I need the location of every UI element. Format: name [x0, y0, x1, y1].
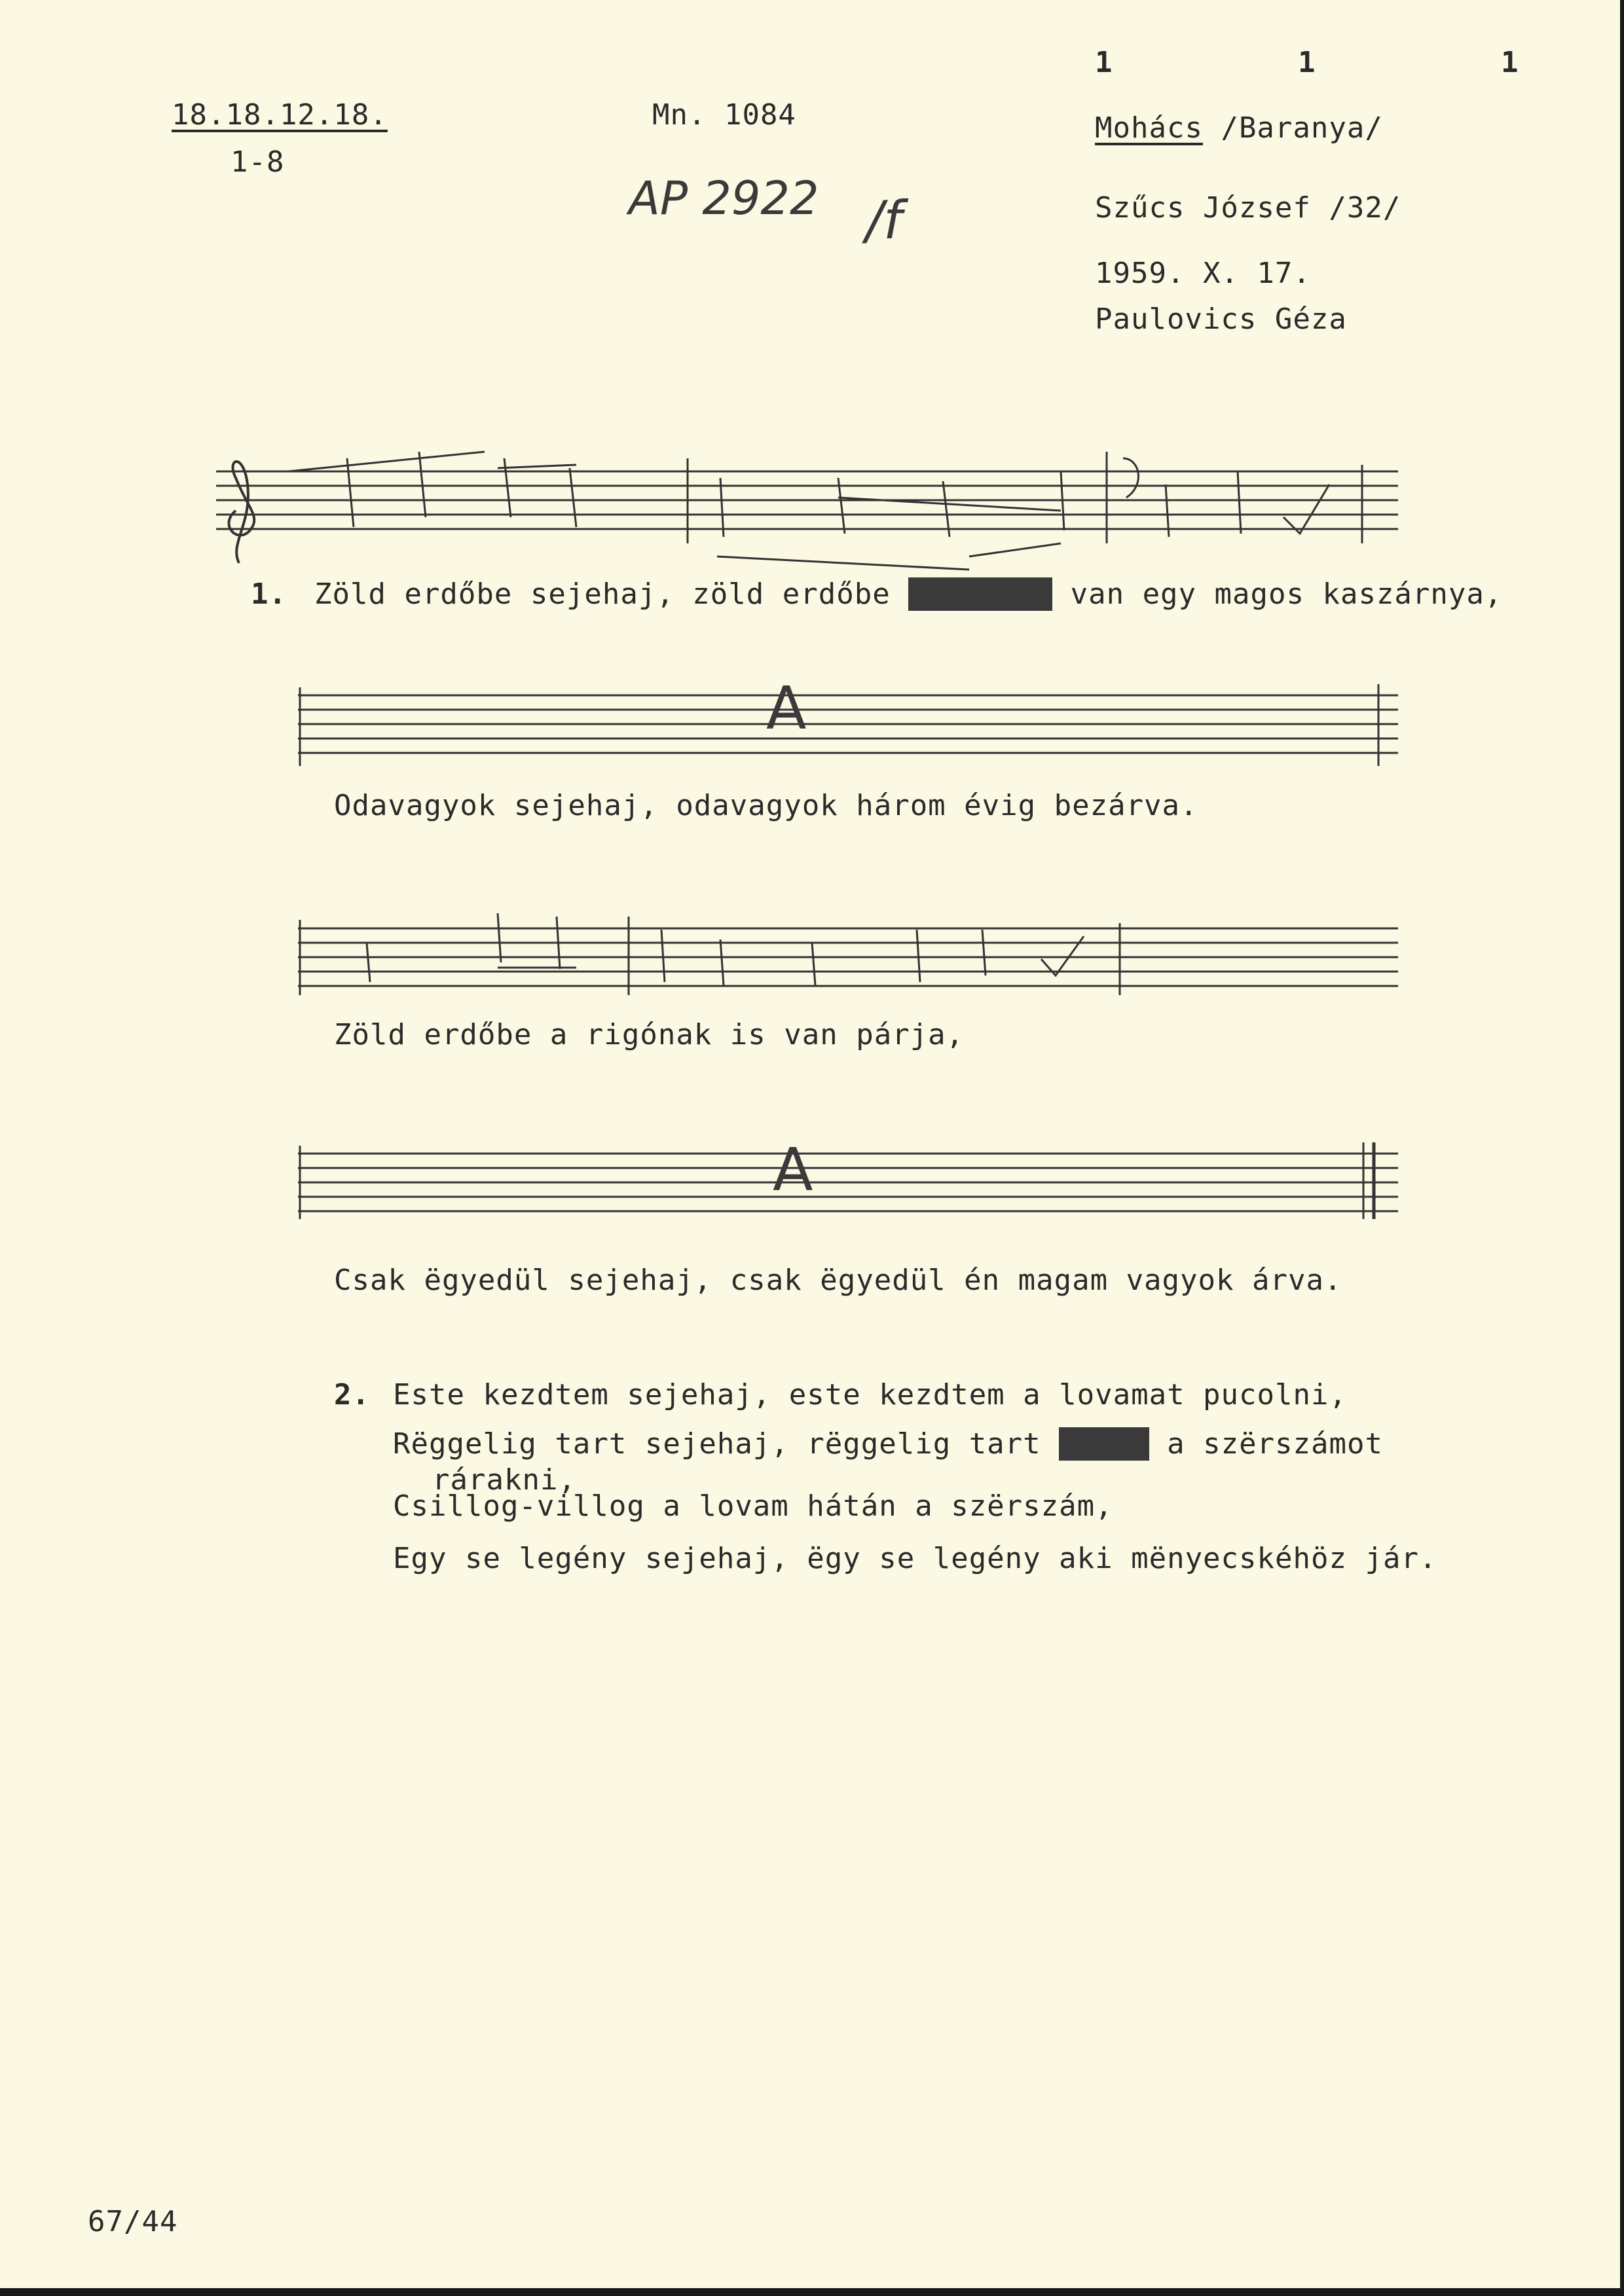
struck-text: xxxjxxxx: [908, 577, 1053, 611]
verse1-line1-start: Zöld erdőbe sejehaj, zöld erdőbe: [314, 577, 891, 611]
repeat-mark-1: A: [766, 674, 807, 743]
verse1-number: 1.: [251, 577, 287, 611]
handwritten-suffix: /f: [866, 190, 902, 251]
verse2-line2: [393, 1427, 1383, 1461]
collector: Paulovics Géza: [1095, 302, 1347, 336]
scan-edge-right: [1620, 0, 1624, 2296]
verse2-line2-start: Rëggelig tart sejehaj, rëggelig tart: [393, 1427, 1041, 1461]
recording-date: 1959. X. 17.: [1095, 257, 1311, 290]
verse1-line3: Zöld erdőbe a rigónak is van párja,: [334, 1018, 965, 1051]
verse2-number: 2.: [334, 1378, 370, 1412]
struck-text: xxjxx: [1059, 1427, 1149, 1461]
staff-4: [298, 1142, 1398, 1219]
verse1-line1: [314, 577, 1502, 611]
verse1-line1-end: van egy magos kaszárnya,: [1070, 577, 1503, 611]
repeat-mark-2: A: [773, 1136, 813, 1205]
column-mark-2: 1: [1298, 46, 1316, 79]
verse2-line2-end: a szërszámot: [1167, 1427, 1383, 1461]
county-name: /Baranya/: [1221, 111, 1383, 145]
verse2-line4: Egy se legény sejehaj, ëgy se legény aki mënyecskéhöz jár.: [393, 1542, 1437, 1575]
page-code: 67/44: [88, 2205, 178, 2238]
verse2-line1: Este kezdtem sejehaj, este kezdtem a lovamat pucolni,: [393, 1378, 1347, 1412]
handwritten-code: AP 2922: [629, 172, 819, 225]
verse1-line2: Odavagyok sejehaj, odavagyok három évig bezárva.: [334, 789, 1198, 822]
mn-number: Mn. 1084: [652, 98, 796, 132]
staff-2: [298, 684, 1398, 766]
column-mark-1: 1: [1095, 46, 1113, 79]
place-name: Mohács: [1095, 111, 1203, 145]
performer: Szűcs József /32/: [1095, 191, 1401, 225]
verse1-line4: Csak ëgyedül sejehaj, csak ëgyedül én magam vagyok árva.: [334, 1264, 1342, 1297]
verse2-line2-continuation: rárakni,: [432, 1463, 576, 1497]
scan-edge-bottom: [0, 2288, 1624, 2296]
staff-1: [216, 452, 1398, 570]
verse2-line3: Csillog-villog a lovam hátán a szërszám,: [393, 1489, 1113, 1523]
reference-number: 18.18.12.18.: [172, 98, 388, 132]
staff-3: [298, 913, 1398, 995]
column-mark-3: 1: [1501, 46, 1519, 79]
reference-range: 1-8: [231, 145, 285, 179]
